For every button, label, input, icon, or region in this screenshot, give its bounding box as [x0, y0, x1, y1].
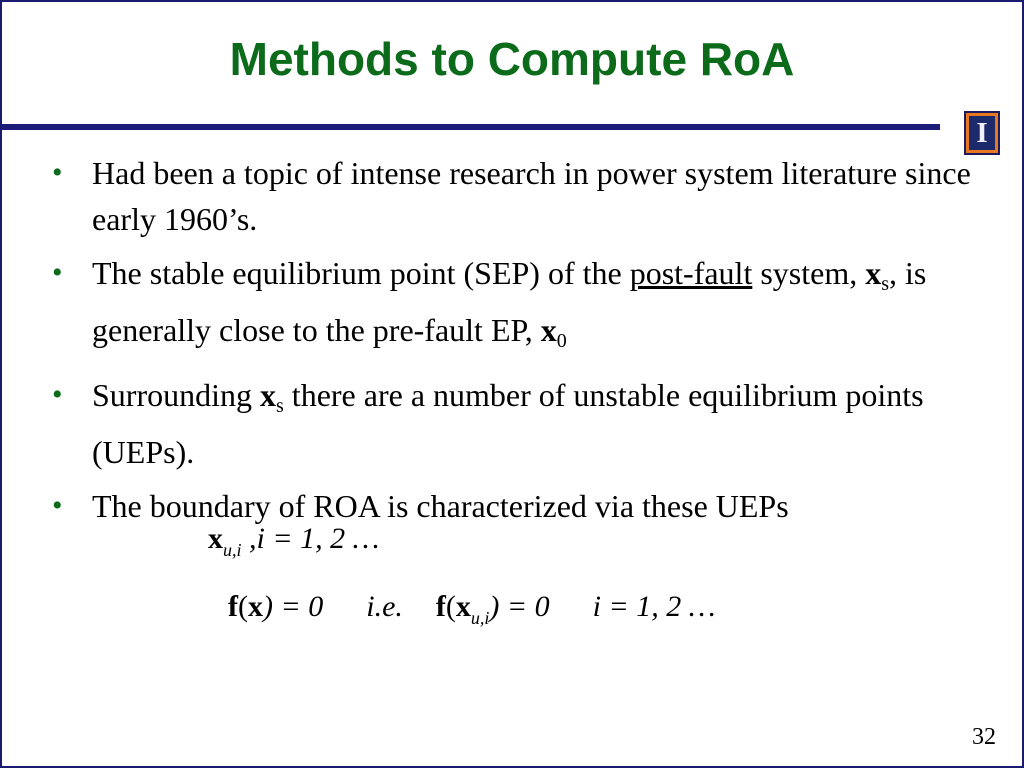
eq-arg2-sub: u,i — [470, 608, 490, 628]
bullet-2-text-c: , is generally close to the pre-fault EP, — [92, 255, 927, 348]
bullet-2-xs-sub: s — [881, 273, 890, 295]
bullet-3-text-b: there are a number of unstable equilibrium points (UEPs). — [92, 377, 924, 470]
bullet-dot-icon: • — [52, 489, 63, 522]
bullet-2-xs-var: x — [865, 255, 882, 291]
logo-letter: I — [976, 117, 988, 149]
eq-arg1-close: ) = 0 — [263, 590, 324, 623]
eq-arg1-open: ( — [238, 590, 248, 623]
uep-var: x — [208, 522, 223, 555]
bullet-3-xs-var: x — [260, 377, 276, 413]
bullet-1-text: Had been a topic of intense research in power system literature since early 1960’s. — [92, 155, 971, 237]
eq-range: i = 1, 2 … — [592, 590, 716, 623]
bullet-item-1 — [52, 150, 972, 242]
bullet-3-text-a: Surrounding — [92, 377, 260, 413]
bullet-4-text: The boundary of ROA is characterized via these UEPs — [92, 488, 789, 524]
bullet-2-x0-var: x — [540, 312, 557, 348]
equilibrium-equation — [228, 590, 715, 629]
bullet-dot-icon: • — [52, 378, 63, 411]
eq-f2: f — [435, 590, 446, 623]
bullet-dot-icon: • — [52, 256, 63, 289]
eq-ie: i.e. — [366, 590, 403, 623]
uep-sub: u,i — [223, 540, 242, 560]
bullet-list — [52, 150, 972, 537]
bullet-2-underlined: post-fault — [629, 255, 753, 291]
logo-inner-panel — [969, 116, 995, 150]
eq-arg1: x — [248, 590, 263, 623]
eq-arg2-close: ) = 0 — [489, 590, 550, 623]
slide-title: Methods to Compute RoA — [229, 33, 795, 85]
bullet-item-4 — [52, 483, 972, 529]
bullet-item-3 — [52, 372, 972, 475]
page-number: 32 — [972, 724, 996, 750]
bullet-2-x0-sub: 0 — [556, 330, 567, 352]
university-logo — [964, 111, 1000, 155]
eq-arg2: x — [455, 590, 471, 623]
uep-index-range: ,i = 1, 2 … — [241, 522, 380, 555]
title-underline-rule — [2, 124, 940, 130]
bullet-item-2 — [52, 250, 972, 364]
bullet-2-text-b: system, — [752, 255, 866, 291]
uep-equation — [208, 522, 379, 561]
bullet-2-text-a: The stable equilibrium point (SEP) of the — [92, 255, 630, 291]
bullet-3-xs-sub: s — [276, 395, 284, 417]
eq-f1: f — [228, 590, 238, 623]
eq-arg2-open: ( — [445, 590, 456, 623]
bullet-dot-icon: • — [52, 156, 63, 189]
